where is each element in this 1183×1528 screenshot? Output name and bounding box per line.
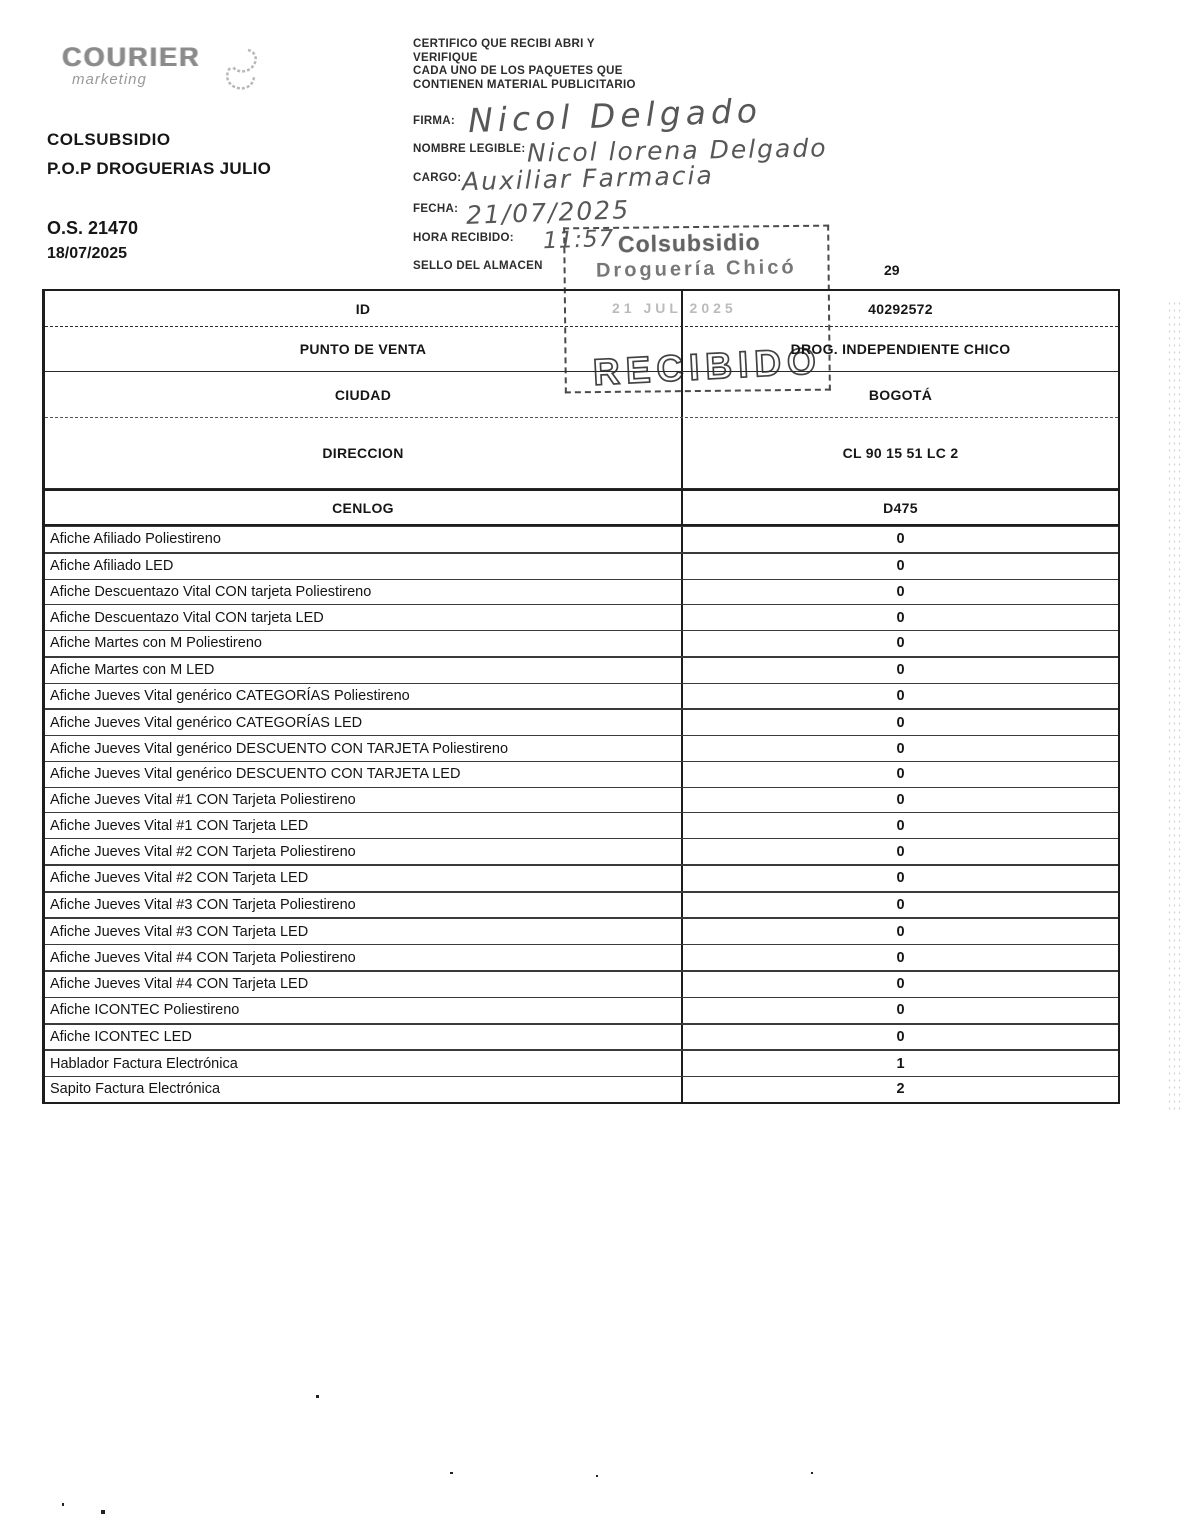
company-name: COLSUBSIDIO: [47, 130, 171, 149]
item-quantity: 0: [896, 949, 905, 966]
item-name: Afiche Jueves Vital #1 CON Tarjeta LED: [50, 817, 309, 834]
item-name: Afiche Jueves Vital genérico DESCUENTO CON TARJETA Poliestireno: [50, 740, 509, 757]
cenlog-label: CENLOG: [332, 499, 394, 516]
item-name: Hablador Factura Electrónica: [50, 1055, 238, 1072]
certification-line: CADA UNO DE LOS PAQUETES QUE: [413, 65, 623, 77]
item-name: Afiche Martes con M Poliestireno: [50, 635, 262, 652]
item-quantity: 2: [896, 1081, 905, 1098]
fecha-label: FECHA:: [413, 203, 459, 215]
item-quantity: 0: [896, 843, 905, 860]
table-row-id: [45, 291, 1118, 327]
header-block: [47, 130, 271, 179]
item-quantity: 0: [896, 923, 905, 940]
item-quantity: 0: [896, 897, 905, 914]
item-name: Afiche Afiliado Poliestireno: [50, 531, 221, 548]
table-row: [45, 812, 1118, 838]
item-name: Afiche Jueves Vital #2 CON Tarjeta LED: [50, 870, 309, 887]
item-quantity: 0: [896, 531, 905, 548]
order-number: O.S. 21470: [47, 218, 139, 238]
certification-line: CONTIENEN MATERIAL PUBLICITARIO: [413, 78, 636, 91]
item-quantity: 1: [896, 1055, 905, 1072]
item-quantity: 0: [896, 687, 905, 704]
item-quantity: 0: [896, 766, 905, 783]
table-row: [45, 630, 1118, 656]
item-name: Afiche Jueves Vital #3 CON Tarjeta LED: [50, 923, 309, 940]
item-name: Afiche Jueves Vital #4 CON Tarjeta Poliestireno: [50, 949, 356, 966]
courier-logo-text: COURIER: [62, 42, 201, 72]
scan-speck: [450, 1472, 453, 1474]
table-row: [45, 1023, 1118, 1050]
cargo-handwriting: Auxiliar Farmacia: [461, 160, 715, 197]
courier-logo-subtext: marketing: [72, 71, 147, 88]
hora-recibido-label: HORA RECIBIDO:: [413, 232, 514, 244]
header-date: 18/07/2025: [47, 245, 128, 262]
item-name: Afiche Jueves Vital #3 CON Tarjeta Poliestireno: [50, 897, 356, 914]
stamp-store-text: Droguería Chicó: [595, 256, 797, 282]
scan-speck: [62, 1503, 64, 1506]
fecha-handwriting: 21/07/2025: [465, 195, 631, 230]
table-row: [45, 552, 1118, 579]
scan-speck: [316, 1395, 319, 1398]
table-row-direccion: [45, 417, 1118, 489]
firma-label: FIRMA:: [413, 115, 456, 127]
table-row-ciudad: [45, 372, 1118, 417]
nombre-handwriting: Nicol lorena Delgado: [526, 133, 828, 168]
table-row-punto-de-venta: [45, 327, 1118, 372]
scan-speck: [101, 1510, 105, 1514]
cargo-label: CARGO:: [413, 172, 462, 184]
item-name: Afiche Martes con M LED: [50, 662, 215, 679]
item-name: Sapito Factura Electrónica: [50, 1081, 221, 1098]
direccion-label: DIRECCION: [322, 445, 404, 461]
item-name: Afiche Jueves Vital #2 CON Tarjeta Poliestireno: [50, 843, 356, 860]
recibido-stamp: RECIBIDO: [592, 340, 823, 393]
ciudad-label: CIUDAD: [334, 386, 392, 403]
table-row: [45, 997, 1118, 1023]
hora-handwriting: 11:57: [542, 225, 615, 255]
item-quantity: 0: [896, 714, 905, 731]
item-quantity: 0: [896, 740, 905, 757]
certification-line: VERIFIQUE: [413, 51, 478, 64]
table-row: [45, 735, 1118, 761]
item-name: Afiche Jueves Vital genérico CATEGORÍAS Poliestireno: [50, 687, 410, 704]
table-row: [45, 1076, 1118, 1102]
item-name: Afiche Afiliado LED: [50, 558, 174, 575]
table-row: [45, 864, 1118, 891]
punto-de-venta-value: DROG. INDEPENDIENTE CHICO: [790, 341, 1011, 357]
table-row: [45, 683, 1118, 709]
nombre-legible-label: NOMBRE LEGIBLE:: [413, 143, 526, 155]
item-quantity: 0: [896, 1002, 905, 1019]
table-row: [45, 970, 1118, 997]
direccion-value: CL 90 15 51 LC 2: [842, 445, 959, 461]
table-row-cenlog: [45, 489, 1118, 526]
table-row: [45, 891, 1118, 918]
stamp-date-text: 21 JUL 2025: [612, 300, 737, 316]
item-name: Afiche Jueves Vital #1 CON Tarjeta Poliestireno: [50, 792, 356, 809]
scan-speck: [596, 1475, 598, 1477]
table-row: [45, 604, 1118, 630]
ciudad-value: BOGOTÁ: [868, 386, 933, 403]
table-row: [45, 917, 1118, 944]
cenlog-value: D475: [883, 499, 918, 516]
item-quantity: 0: [896, 976, 905, 993]
certification-line: CERTIFICO QUE RECIBI ABRI Y: [413, 38, 595, 50]
item-quantity: 0: [896, 792, 905, 809]
table-row: [45, 526, 1118, 552]
item-quantity: 0: [896, 558, 905, 575]
item-quantity: 0: [896, 817, 905, 834]
certification-text: [413, 38, 636, 92]
table-row: [45, 761, 1118, 787]
item-name: Afiche Descuentazo Vital CON tarjeta LED: [50, 609, 324, 626]
item-quantity: 0: [896, 1028, 905, 1045]
item-quantity: 0: [896, 870, 905, 887]
item-name: Afiche Jueves Vital genérico DESCUENTO CON TARJETA LED: [50, 766, 461, 783]
sello-almacen-label: SELLO DEL ALMACEN: [413, 260, 543, 272]
item-name: Afiche Jueves Vital genérico CATEGORÍAS LED: [50, 714, 363, 731]
punto-de-venta-label: PUNTO DE VENTA: [299, 341, 427, 357]
scan-noise-strip: [1167, 300, 1183, 1110]
delivery-table: [42, 289, 1120, 1104]
items-list: [45, 526, 1118, 1102]
item-name: Afiche ICONTEC Poliestireno: [50, 1002, 240, 1019]
item-quantity: 0: [896, 583, 905, 600]
item-name: Afiche ICONTEC LED: [50, 1028, 192, 1045]
item-name: Afiche Jueves Vital #4 CON Tarjeta LED: [50, 976, 309, 993]
item-name: Afiche Descuentazo Vital CON tarjeta Poliestireno: [50, 583, 372, 600]
id-label: ID: [355, 300, 371, 317]
campaign-name: P.O.P DROGUERIAS JULIO: [47, 159, 272, 178]
item-quantity: 0: [896, 609, 905, 626]
table-row: [45, 656, 1118, 683]
firma-handwriting: Nicol Delgado: [467, 90, 763, 141]
table-row: [45, 944, 1118, 970]
item-quantity: 0: [896, 635, 905, 652]
table-row: [45, 708, 1118, 735]
table-row: [45, 579, 1118, 605]
table-row: [45, 1049, 1118, 1076]
logo-swirl-icon: [218, 44, 260, 101]
page-number: 29: [884, 262, 900, 278]
stamp-company-text: Colsubsidio: [617, 228, 761, 258]
id-value: 40292572: [868, 300, 933, 317]
table-row: [45, 787, 1118, 813]
courier-logo: [62, 42, 252, 88]
scan-speck: [811, 1472, 813, 1474]
table-row: [45, 838, 1118, 864]
item-quantity: 0: [896, 662, 905, 679]
